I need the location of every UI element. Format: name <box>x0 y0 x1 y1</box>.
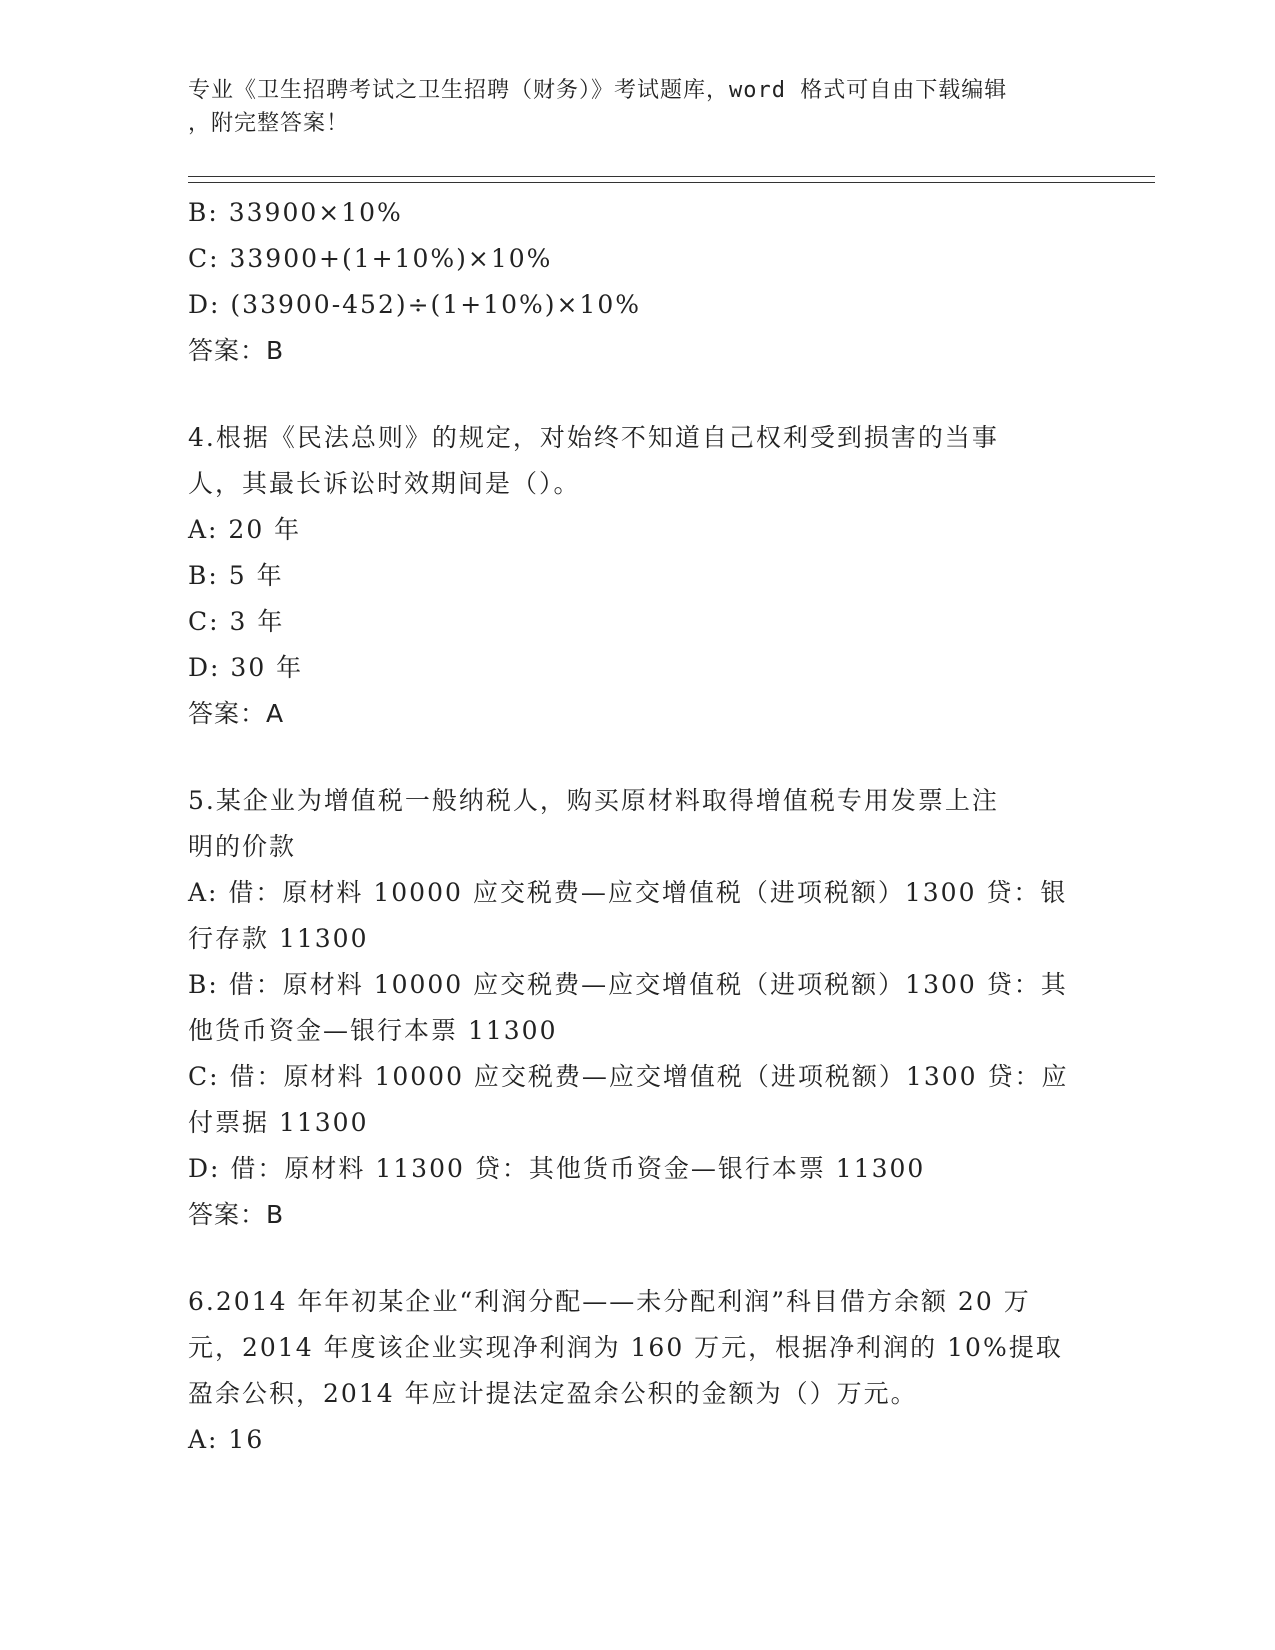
option-b-line-1: B: 借：原材料 10000 应交税费—应交增值税（进项税额）1300 贷：其 <box>188 970 1068 999</box>
header-divider-bottom <box>188 182 1155 183</box>
option-d: D: 借：原材料 11300 贷：其他货币资金—银行本票 11300 <box>188 1154 926 1183</box>
answer-key: 答案：B <box>188 1200 285 1229</box>
question-stem-line-2: 明的价款 <box>188 832 297 861</box>
option-b: B: 33900×10% <box>188 198 403 227</box>
option-a-line-1: A: 借：原材料 10000 应交税费—应交增值税（进项税额）1300 贷：银 <box>188 878 1068 907</box>
question-stem-line-1: 5.某企业为增值税一般纳税人，购买原材料取得增值税专用发票上注 <box>188 786 999 815</box>
header-divider-top <box>188 176 1155 177</box>
question-stem-line-2: 元，2014 年度该企业实现净利润为 160 万元，根据净利润的 10%提取 <box>188 1333 1063 1362</box>
option-d: D: 30 年 <box>188 653 304 682</box>
document-header <box>188 74 1068 140</box>
question-stem-line-2: 人，其最长诉讼时效期间是（）。 <box>188 469 581 498</box>
header-title-line-2: ，附完整答案！ <box>188 111 350 136</box>
question-4 <box>188 415 1088 737</box>
option-c-line-1: C: 借：原材料 10000 应交税费—应交增值税（进项税额）1300 贷：应 <box>188 1062 1069 1091</box>
header-title-line-1: 专业《卫生招聘考试之卫生招聘（财务）》考试题库，word 格式可自由下载编辑 <box>188 78 1008 103</box>
option-c-line-2: 付票据 11300 <box>188 1108 369 1137</box>
question-5 <box>188 778 1088 1238</box>
question-content <box>188 190 1088 1463</box>
question-stem-line-1: 6.2014 年年初某企业“利润分配——未分配利润”科目借方余额 20 万 <box>188 1287 1031 1316</box>
answer-key: 答案：B <box>188 336 285 365</box>
question-3 <box>188 190 1088 374</box>
option-b: B: 5 年 <box>188 561 284 590</box>
option-a-line-2: 行存款 11300 <box>188 924 369 953</box>
spacer <box>188 737 1088 778</box>
option-a: A: 16 <box>188 1425 265 1454</box>
option-a: A: 20 年 <box>188 515 302 544</box>
option-c: C: 3 年 <box>188 607 285 636</box>
option-b-line-2: 他货币资金—银行本票 11300 <box>188 1016 558 1045</box>
question-6 <box>188 1279 1088 1463</box>
option-d: D: (33900-452)÷(1+10%)×10% <box>188 290 642 319</box>
spacer <box>188 1238 1088 1279</box>
option-c: C: 33900+(1+10%)×10% <box>188 244 553 273</box>
answer-key: 答案：A <box>188 699 285 728</box>
spacer <box>188 374 1088 415</box>
question-stem-line-1: 4.根据《民法总则》的规定，对始终不知道自己权利受到损害的当事 <box>188 423 999 452</box>
question-stem-line-3: 盈余公积，2014 年应计提法定盈余公积的金额为（）万元。 <box>188 1379 918 1408</box>
